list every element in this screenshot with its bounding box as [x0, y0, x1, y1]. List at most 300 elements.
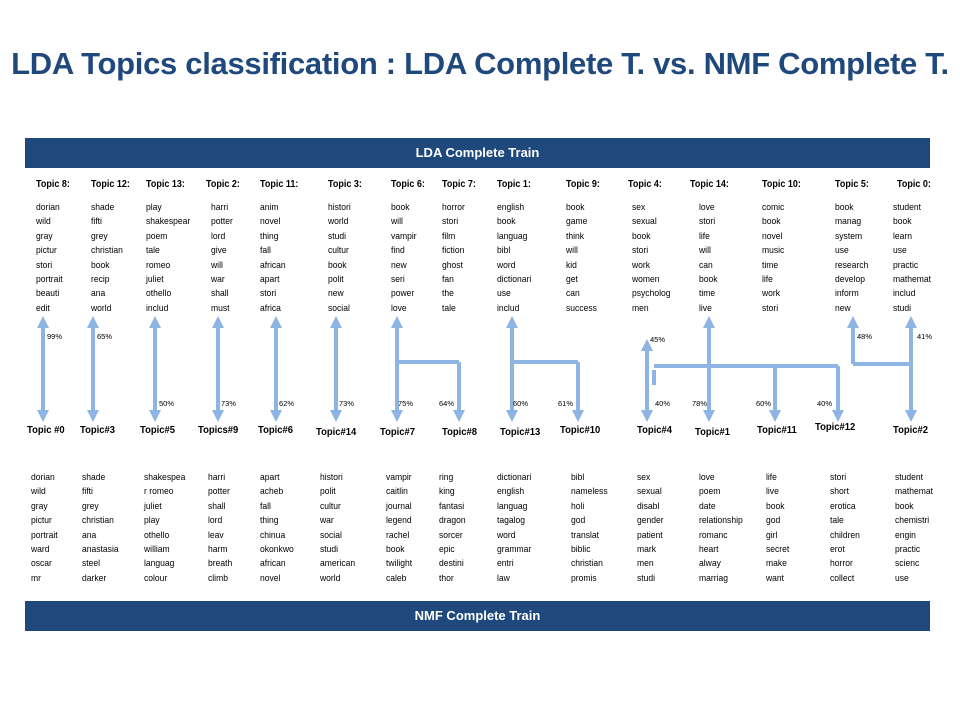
nmf-word: acheb: [260, 486, 284, 498]
lda-word: stori: [36, 259, 53, 271]
nmf-word: christian: [82, 515, 114, 527]
nmf-word: law: [497, 572, 510, 584]
nmf-word: caitlin: [386, 486, 408, 498]
nmf-word: translat: [571, 529, 600, 541]
lda-topic-label: Topic 3:: [328, 179, 362, 190]
nmf-word: legend: [386, 515, 412, 527]
nmf-word: life: [766, 472, 777, 483]
nmf-topic-words: [895, 471, 933, 586]
lda-topic-label: Topic 1:: [497, 179, 531, 190]
nmf-word: disabl: [637, 500, 660, 512]
nmf-word: steel: [82, 558, 101, 570]
lda-word: pictur: [36, 245, 57, 257]
lda-word: use: [893, 245, 907, 257]
nmf-word: dorian: [31, 472, 55, 483]
lda-word: will: [566, 245, 578, 257]
lda-word: othello: [146, 288, 172, 300]
nmf-word: r romeo: [144, 486, 174, 498]
lda-word: psycholog: [632, 288, 671, 300]
nmf-topic-label: Topic#1: [695, 426, 731, 438]
nmf-word: rachel: [386, 529, 410, 541]
lda-word: time: [762, 259, 779, 271]
lda-word: bibl: [497, 245, 511, 257]
nmf-word: short: [830, 486, 850, 498]
lda-topic-words: [893, 201, 931, 316]
lda-word: book: [391, 202, 410, 213]
lda-word: sexual: [632, 216, 657, 228]
nmf-word: grammar: [497, 543, 532, 555]
nmf-word: ana: [82, 529, 97, 541]
lda-topic-label: Topic 4:: [628, 179, 662, 190]
nmf-word: war: [320, 515, 334, 527]
percentage-label: 75%: [398, 399, 414, 408]
nmf-word: fall: [260, 500, 271, 512]
lda-word: cultur: [328, 245, 349, 257]
lda-word: game: [566, 216, 588, 228]
nmf-word: histori: [320, 472, 343, 483]
lda-word: success: [566, 302, 597, 314]
lda-topic-label: Topic 10:: [762, 179, 801, 190]
lda-word: give: [211, 245, 227, 257]
lda-topic-words: [699, 201, 718, 316]
nmf-word: book: [895, 500, 914, 512]
lda-word: women: [632, 273, 660, 285]
nmf-word: holi: [571, 500, 585, 512]
lda-word: stori: [632, 245, 649, 257]
nmf-topic-words: [637, 471, 664, 586]
lda-word: mathemat: [893, 273, 932, 285]
lda-topic-words: [632, 201, 671, 316]
lda-word: fall: [260, 245, 271, 257]
lda-topic-words: [36, 201, 63, 316]
lda-word: stori: [442, 216, 459, 228]
nmf-word: book: [386, 543, 405, 555]
nmf-word: anastasia: [82, 543, 119, 555]
lda-word: african: [260, 259, 286, 271]
lda-word: world: [91, 302, 112, 314]
lda-topic-words: [328, 201, 351, 316]
lda-word: life: [762, 273, 773, 285]
lda-word: get: [566, 273, 578, 285]
percentage-label: 50%: [159, 399, 175, 408]
lda-topic-words: [762, 201, 784, 316]
nmf-word: girl: [766, 529, 778, 541]
lda-word: book: [566, 202, 585, 213]
nmf-topic-label: Topic#14: [316, 426, 357, 438]
lda-word: must: [211, 302, 230, 314]
nmf-word: god: [571, 515, 586, 527]
lda-topic-label: Topic 7:: [442, 179, 476, 190]
lda-topic-words: [260, 201, 286, 316]
lda-word: can: [566, 288, 580, 300]
nmf-word: mark: [637, 543, 657, 555]
lda-word: thing: [260, 230, 279, 242]
lda-word: gray: [36, 230, 53, 242]
nmf-word: horror: [830, 558, 853, 570]
lda-word: book: [497, 216, 516, 228]
lda-word: languag: [497, 230, 528, 242]
lda-word: romeo: [146, 259, 171, 271]
lda-word: book: [91, 259, 110, 271]
lda-word: recip: [91, 273, 110, 285]
lda-word: world: [328, 216, 349, 228]
lda-word: shakespear: [146, 216, 191, 228]
nmf-word: want: [766, 572, 785, 584]
nmf-word: relationship: [699, 515, 743, 527]
nmf-word: dictionari: [497, 472, 532, 483]
lda-word: stori: [699, 216, 716, 228]
nmf-topic-words: [830, 471, 860, 586]
lda-topic-label: Topic 14:: [690, 179, 729, 190]
lda-word: fan: [442, 273, 454, 285]
lda-word: the: [442, 288, 454, 300]
lda-complete-train-banner: LDA Complete Train: [25, 138, 930, 168]
nmf-word: dragon: [439, 515, 466, 527]
lda-word: use: [835, 245, 849, 257]
lda-topic-words: [566, 201, 597, 316]
percentage-label: 78%: [692, 399, 708, 408]
nmf-topic-label: Topic#4: [637, 424, 673, 436]
nmf-word: alway: [699, 558, 721, 570]
nmf-word: thing: [260, 515, 279, 527]
nmf-word: novel: [260, 572, 281, 584]
nmf-word: twilight: [386, 558, 413, 570]
lda-word: book: [699, 273, 718, 285]
nmf-word: harm: [208, 543, 228, 555]
nmf-word: shall: [208, 500, 226, 512]
percentage-label: 41%: [917, 332, 933, 341]
lda-word: horror: [442, 202, 465, 213]
lda-word: novel: [260, 216, 281, 228]
nmf-word: okonkwo: [260, 543, 294, 555]
percentage-label: 73%: [339, 399, 355, 408]
nmf-topic-label: Topic#2: [893, 424, 929, 436]
nmf-topic-label: Topic#13: [500, 426, 541, 438]
nmf-topic-label: Topic #0: [27, 424, 65, 436]
nmf-word: scienc: [895, 558, 920, 570]
nmf-word: promis: [571, 572, 597, 584]
lda-word: potter: [211, 216, 233, 228]
nmf-word: studi: [320, 543, 339, 555]
percentage-label: 62%: [279, 399, 295, 408]
nmf-word: grey: [82, 500, 99, 512]
nmf-word: children: [830, 529, 860, 541]
lda-word: polit: [328, 273, 344, 285]
nmf-word: book: [766, 500, 785, 512]
nmf-topic-words: [699, 471, 743, 586]
nmf-word: sex: [637, 472, 651, 483]
lda-word: love: [391, 302, 407, 314]
nmf-word: date: [699, 500, 716, 512]
nmf-word: christian: [571, 558, 603, 570]
nmf-word: wild: [31, 486, 46, 498]
lda-word: fiction: [442, 245, 465, 257]
lda-topic-label: Topic 12:: [91, 179, 130, 190]
nmf-word: ring: [439, 472, 454, 483]
lda-word: war: [211, 273, 225, 285]
nmf-word: american: [320, 558, 356, 570]
nmf-word: epic: [439, 543, 455, 555]
lda-word: power: [391, 288, 415, 300]
nmf-topic-words: [571, 471, 608, 586]
lda-word: film: [442, 230, 456, 242]
nmf-word: potter: [208, 486, 230, 498]
lda-topic-words: [211, 201, 233, 316]
nmf-topic-label: Topics#9: [198, 424, 239, 436]
nmf-word: marriag: [699, 572, 728, 584]
lda-word: sex: [632, 202, 646, 213]
lda-word: life: [699, 230, 710, 242]
nmf-word: thor: [439, 572, 454, 584]
nmf-topic-words: [82, 471, 119, 586]
nmf-topic-label: Topic#5: [140, 424, 176, 436]
nmf-word: nameless: [571, 486, 608, 498]
lda-topic-label: Topic 2:: [206, 179, 240, 190]
nmf-word: collect: [830, 572, 855, 584]
nmf-word: mr: [31, 572, 41, 584]
lda-topic-words: [835, 201, 868, 316]
nmf-word: romanc: [699, 529, 728, 541]
nmf-word: lord: [208, 515, 223, 527]
lda-word: new: [835, 302, 851, 314]
nmf-topic-label: Topic#11: [757, 424, 797, 436]
lda-word: novel: [762, 230, 783, 242]
nmf-topic-words: [144, 471, 185, 586]
lda-word: harri: [211, 202, 229, 213]
lda-word: will: [699, 245, 711, 257]
nmf-topic-label: Topic#10: [560, 424, 601, 436]
nmf-word: tagalog: [497, 515, 526, 527]
nmf-word: social: [320, 529, 342, 541]
nmf-word: william: [144, 543, 170, 555]
lda-word: juliet: [146, 273, 164, 285]
lda-word: use: [497, 288, 511, 300]
lda-word: christian: [91, 245, 123, 257]
nmf-word: othello: [144, 529, 170, 541]
lda-word: book: [328, 259, 347, 271]
lda-word: book: [835, 202, 854, 213]
lda-topic-words: [391, 201, 417, 316]
percentage-label: 65%: [97, 332, 113, 341]
lda-word: can: [699, 259, 713, 271]
nmf-word: student: [895, 472, 924, 483]
lda-word: develop: [835, 273, 865, 285]
nmf-word: stori: [830, 472, 847, 483]
nmf-word: entri: [497, 558, 514, 570]
lda-topic-words: [497, 201, 531, 316]
nmf-topic-words: [31, 471, 58, 586]
lda-word: new: [391, 259, 407, 271]
nmf-word: bibl: [571, 472, 585, 483]
nmf-topic-words: [386, 471, 412, 586]
nmf-word: mathemat: [895, 486, 934, 498]
nmf-word: african: [260, 558, 286, 570]
nmf-word: fifti: [82, 486, 93, 498]
lda-word: tale: [442, 302, 456, 314]
nmf-word: cultur: [320, 500, 341, 512]
nmf-word: portrait: [31, 529, 58, 541]
nmf-word: pictur: [31, 515, 52, 527]
lda-word: stori: [762, 302, 779, 314]
lda-word: poem: [146, 230, 168, 242]
percentage-label: 48%: [857, 332, 873, 341]
nmf-word: shakespea: [144, 472, 186, 483]
lda-word: lord: [211, 230, 226, 242]
nmf-word: secret: [766, 543, 790, 555]
lda-word: will: [391, 216, 403, 228]
nmf-word: juliet: [144, 500, 162, 512]
nmf-word: practic: [895, 543, 921, 555]
lda-topic-label: Topic 11:: [260, 179, 299, 190]
percentage-label: 60%: [756, 399, 772, 408]
nmf-word: biblic: [571, 543, 591, 555]
lda-word: play: [146, 202, 162, 213]
percentage-label: 64%: [439, 399, 455, 408]
lda-word: beauti: [36, 288, 60, 300]
nmf-word: chemistri: [895, 515, 930, 527]
nmf-word: sorcer: [439, 529, 463, 541]
lda-word: english: [497, 202, 525, 213]
lda-word: grey: [91, 230, 108, 242]
nmf-word: darker: [82, 572, 107, 584]
nmf-word: king: [439, 486, 455, 498]
lda-word: vampir: [391, 230, 417, 242]
lda-word: think: [566, 230, 585, 242]
lda-word: student: [893, 202, 922, 213]
lda-word: research: [835, 259, 869, 271]
nmf-word: gender: [637, 515, 664, 527]
percentage-label: 45%: [650, 335, 666, 344]
nmf-word: love: [699, 472, 715, 483]
lda-word: live: [699, 302, 712, 314]
nmf-word: play: [144, 515, 160, 527]
lda-word: includ: [497, 302, 520, 314]
lda-topic-label: Topic 13:: [146, 179, 185, 190]
lda-topic-words: [146, 201, 190, 316]
nmf-word: harri: [208, 472, 226, 483]
nmf-word: english: [497, 486, 525, 498]
nmf-topic-words: [260, 471, 294, 586]
lda-word: new: [328, 288, 344, 300]
nmf-word: god: [766, 515, 781, 527]
lda-word: kid: [566, 259, 577, 271]
percentage-label: 99%: [47, 332, 63, 341]
nmf-word: word: [497, 529, 516, 541]
lda-word: love: [699, 202, 715, 213]
nmf-word: engin: [895, 529, 916, 541]
lda-word: fifti: [91, 216, 102, 228]
lda-word: africa: [260, 302, 281, 314]
lda-word: ana: [91, 288, 106, 300]
nmf-topic-label: Topic#8: [442, 426, 478, 438]
nmf-word: gray: [31, 500, 48, 512]
lda-word: work: [632, 259, 651, 271]
lda-word: word: [497, 259, 516, 271]
nmf-word: breath: [208, 558, 233, 570]
lda-word: manag: [835, 216, 862, 228]
lda-word: book: [762, 216, 781, 228]
percentage-label: 40%: [655, 399, 671, 408]
lda-topic-label: Topic 6:: [391, 179, 425, 190]
nmf-topic-label: Topic#6: [258, 424, 294, 436]
nmf-word: languag: [497, 500, 528, 512]
lda-word: social: [328, 302, 350, 314]
nmf-word: heart: [699, 543, 719, 555]
nmf-word: caleb: [386, 572, 407, 584]
lda-word: histori: [328, 202, 351, 213]
page-title: LDA Topics classification : LDA Complete T. vs. NMF Complete T.: [11, 46, 949, 81]
nmf-word: sexual: [637, 486, 662, 498]
nmf-word: poem: [699, 486, 721, 498]
lda-word: find: [391, 245, 405, 257]
percentage-label: 40%: [817, 399, 833, 408]
lda-topic-words: [91, 201, 123, 316]
nmf-word: colour: [144, 572, 168, 584]
lda-word: includ: [893, 288, 916, 300]
nmf-topic-words: [439, 471, 466, 586]
lda-word: work: [762, 288, 781, 300]
nmf-word: men: [637, 558, 654, 570]
percentage-label: 60%: [513, 399, 529, 408]
lda-word: book: [632, 230, 651, 242]
lda-topic-label: Topic 8:: [36, 179, 70, 190]
nmf-word: ward: [31, 543, 50, 555]
nmf-word: use: [895, 572, 909, 584]
nmf-topic-label: Topic#3: [80, 424, 116, 436]
nmf-word: apart: [260, 472, 280, 483]
nmf-topic-label: Topic#7: [380, 426, 416, 438]
nmf-word: destini: [439, 558, 464, 570]
lda-word: portrait: [36, 273, 63, 285]
nmf-word: climb: [208, 572, 228, 584]
percentage-label: 73%: [221, 399, 237, 408]
lda-topic-label: Topic 0:: [897, 179, 931, 190]
lda-word: shall: [211, 288, 229, 300]
lda-word: tale: [146, 245, 160, 257]
lda-word: time: [699, 288, 716, 300]
lda-topic-label: Topic 9:: [566, 179, 600, 190]
lda-word: will: [211, 259, 223, 271]
lda-word: apart: [260, 273, 280, 285]
nmf-word: studi: [637, 572, 656, 584]
lda-word: inform: [835, 288, 859, 300]
lda-word: ghost: [442, 259, 463, 271]
lda-topic-label: Topic 5:: [835, 179, 869, 190]
nmf-word: live: [766, 486, 779, 498]
lda-word: dictionari: [497, 273, 532, 285]
nmf-topic-words: [766, 471, 789, 586]
lda-word: includ: [146, 302, 169, 314]
lda-word: men: [632, 302, 649, 314]
nmf-topic-words: [208, 471, 232, 586]
nmf-word: erotica: [830, 500, 856, 512]
nmf-word: polit: [320, 486, 336, 498]
lda-word: book: [893, 216, 912, 228]
nmf-word: vampir: [386, 472, 412, 483]
nmf-word: make: [766, 558, 787, 570]
nmf-topic-words: [320, 471, 355, 586]
percentage-label: 61%: [558, 399, 574, 408]
lda-word: edit: [36, 302, 50, 314]
nmf-word: journal: [386, 500, 412, 512]
lda-word: studi: [893, 302, 912, 314]
nmf-word: chinua: [260, 529, 286, 541]
lda-word: seri: [391, 273, 405, 285]
lda-word: shade: [91, 202, 115, 213]
nmf-topic-label: Topic#12: [815, 421, 856, 433]
lda-word: learn: [893, 230, 913, 242]
nmf-topic-words: [497, 471, 531, 586]
